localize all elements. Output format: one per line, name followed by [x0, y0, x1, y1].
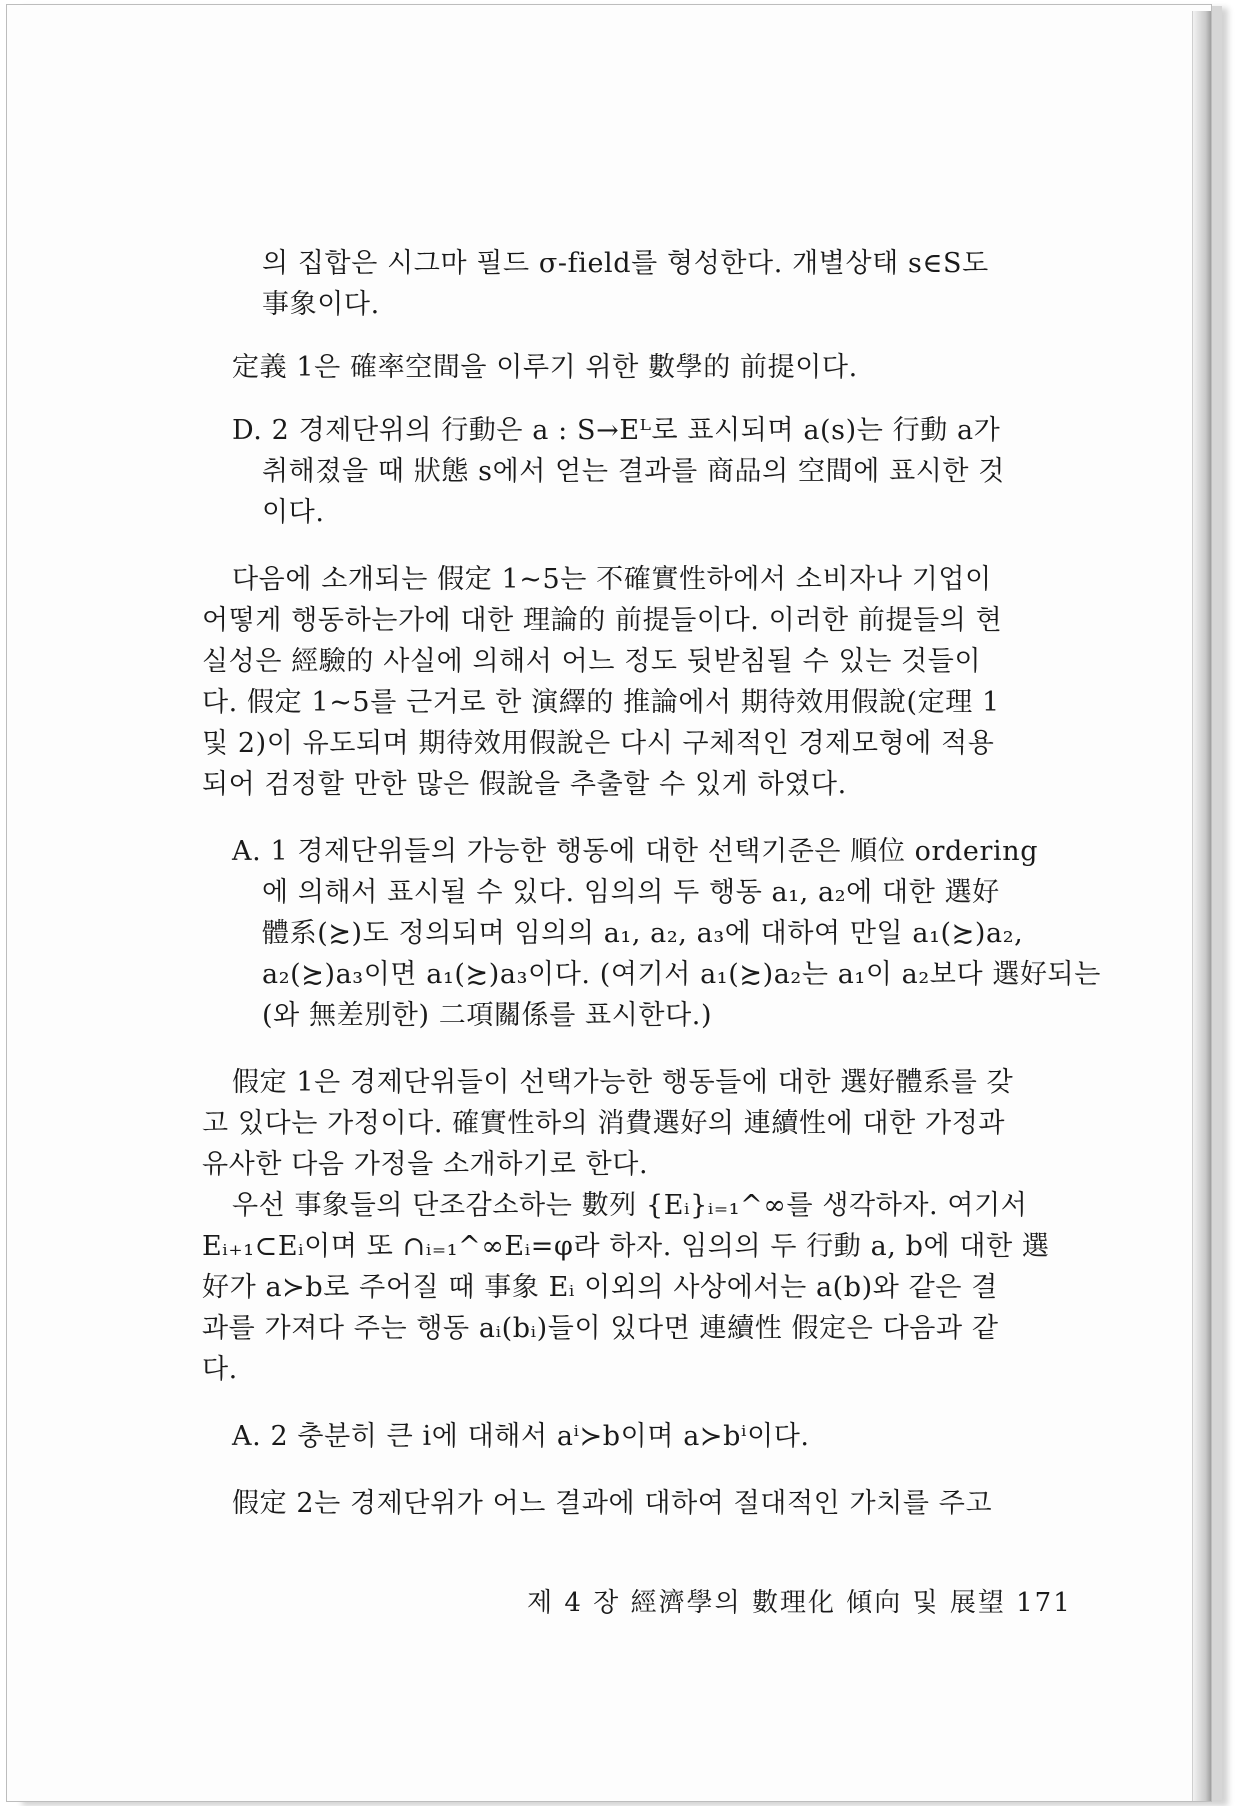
- text-line: 과를 가져다 주는 행동 aᵢ(bᵢ)들이 있다면 連續性 假定은 다음과 같: [202, 1313, 999, 1344]
- text-line: 및 2)이 유도되며 期待效用假說은 다시 구체적인 경제모형에 적용: [202, 728, 995, 759]
- spacer: [202, 1036, 1060, 1062]
- text-line: a₂(≿)a₃이면 a₁(≿)a₃이다. (여기서 a₁(≿)a₂는 a₁이 a₂보다 選好되는: [262, 959, 1101, 990]
- text-line: 다음에 소개되는 假定 1~5는 不確實性하에서 소비자나 기업이: [232, 564, 992, 595]
- text-line: 고 있다는 가정이다. 確實性하의 消費選好의 連續性에 대한 가정과: [202, 1108, 1006, 1139]
- page-body: [202, 243, 1101, 1524]
- running-footer: 제 4 장 經濟學의 數理化 傾向 및 展望 171: [527, 1588, 1072, 1618]
- page-curl-edge: [1192, 11, 1211, 1801]
- text-line: 취해졌을 때 狀態 s에서 얻는 결과를 商品의 空間에 표시한 것: [262, 456, 1005, 487]
- spacer: [202, 1457, 1060, 1483]
- text-line: 定義 1은 確率空間을 이루기 위한 數學的 前提이다.: [232, 352, 858, 383]
- text-line: 의 집합은 시그마 필드 σ-field를 형성한다. 개별상태 s∈S도: [262, 248, 989, 279]
- text-line: 이다.: [262, 497, 325, 528]
- text-line: 되어 검정할 만한 많은 假說을 추출할 수 있게 하였다.: [202, 769, 847, 800]
- assumption-a1-line: A. 1 경제단위들의 가능한 행동에 대한 선택기준은 順位 ordering: [232, 836, 1039, 867]
- text-line: 유사한 다음 가정을 소개하기로 한다.: [202, 1149, 649, 1180]
- text-line: (와 無差別한) 二項關係를 표시한다.): [262, 1000, 713, 1031]
- spacer: [202, 1390, 1060, 1416]
- text-line: 好가 a≻b로 주어질 때 事象 Eᵢ 이외의 사상에서는 a(b)와 같은 결: [202, 1272, 998, 1303]
- assumption-a2-line: A. 2 충분히 큰 i에 대해서 aⁱ≻b이며 a≻bⁱ이다.: [232, 1421, 810, 1452]
- spacer: [202, 325, 1060, 347]
- text-line: 體系(≿)도 정의되며 임의의 a₁, a₂, a₃에 대하여 만일 a₁(≿)a₂,: [262, 918, 1024, 949]
- text-line: 다.: [202, 1354, 238, 1385]
- text-line: 假定 1은 경제단위들이 선택가능한 행동들에 대한 選好體系를 갖: [232, 1067, 1014, 1098]
- book-page: [6, 4, 1212, 1802]
- text-line: 假定 2는 경제단위가 어느 결과에 대하여 절대적인 가치를 주고: [232, 1488, 993, 1519]
- text-line: Eᵢ₊₁⊂Eᵢ이며 또 ∩ᵢ₌₁^∞Eᵢ=φ라 하자. 임의의 두 行動 a, b에 대한 選: [202, 1231, 1050, 1262]
- text-line: 실성은 經驗的 사실에 의해서 어느 정도 뒷받침될 수 있는 것들이: [202, 646, 982, 677]
- definition-d2-line: D. 2 경제단위의 行動은 a : S→Eᴸ로 표시되며 a(s)는 行動 a가: [232, 415, 1001, 446]
- spacer: [202, 388, 1060, 410]
- spacer: [202, 805, 1060, 831]
- text-line: 에 의해서 표시될 수 있다. 임의의 두 행동 a₁, a₂에 대한 選好: [262, 877, 1000, 908]
- text-line: 事象이다.: [262, 289, 380, 320]
- spacer: [202, 533, 1060, 559]
- text-line: 우선 事象들의 단조감소하는 數列 {Eᵢ}ᵢ₌₁^∞를 생각하자. 여기서: [232, 1190, 1028, 1221]
- text-line: 어떻게 행동하는가에 대한 理論的 前提들이다. 이러한 前提들의 현: [202, 605, 1003, 636]
- text-line: 다. 假定 1~5를 근거로 한 演繹的 推論에서 期待效用假說(定理 1: [202, 687, 1000, 718]
